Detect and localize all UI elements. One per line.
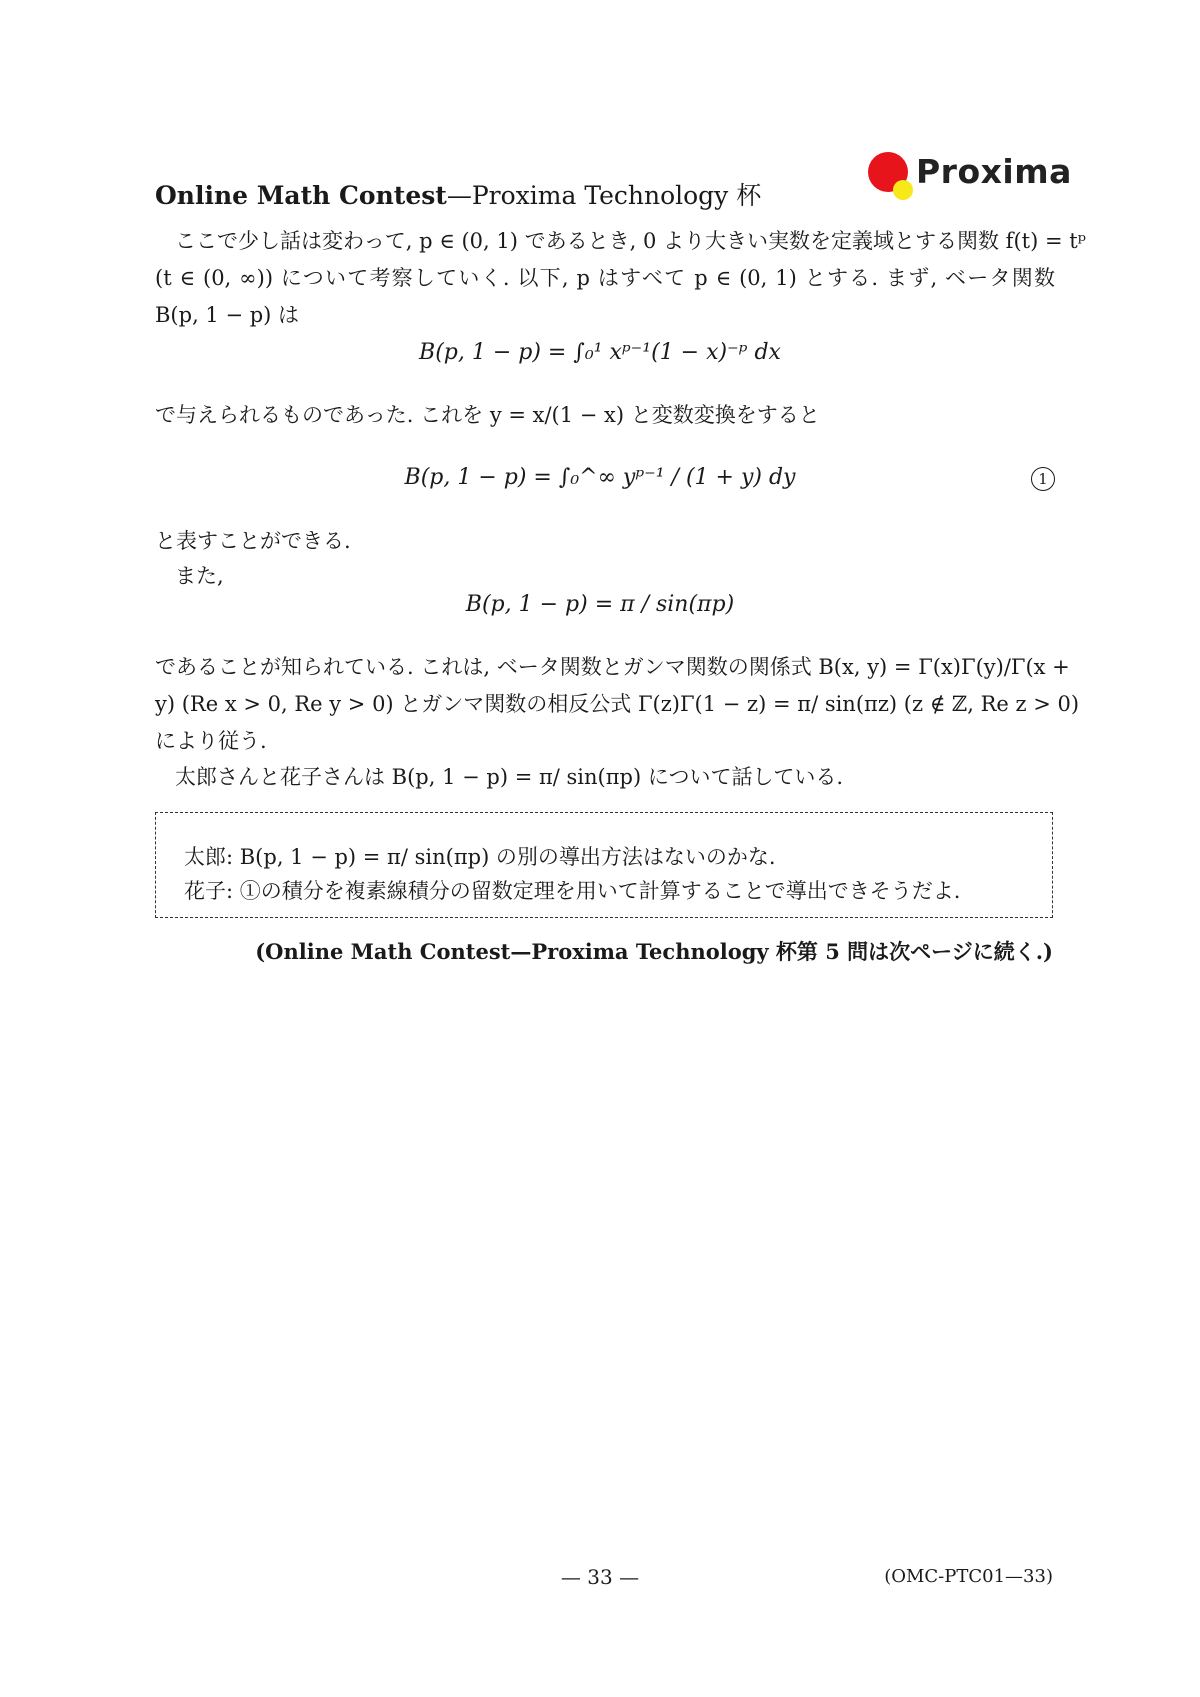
equation-number-circle: 1 — [1031, 467, 1055, 491]
paragraph-5-line-2: y) (Re x > 0, Re y > 0) とガンマ関数の相反公式 Γ(z)Γ(1 − z) = π/ sin(πz) (z ∉ ℤ, Re z > 0) — [155, 692, 1080, 716]
logo-yellow-dot-icon — [893, 180, 913, 200]
page-number: — 33 — — [560, 1565, 640, 1589]
proxima-logo — [868, 150, 1072, 206]
paragraph-1-line-2: (t ∈ (0, ∞)) について考察していく. 以下, p はすべて p ∈ (0, 1) とする. まず, ベータ関数 — [155, 266, 1055, 290]
dialogue-box — [155, 812, 1053, 918]
dialogue-hanako: 花子: ①の積分を複素線積分の留数定理を用いて計算することで導出できそうだよ. — [184, 879, 961, 903]
header-title — [155, 176, 761, 212]
paragraph-4: また, — [175, 564, 224, 588]
equation-reflection: B(p, 1 − p) = π / sin(πp) — [465, 592, 735, 617]
header-title-bold: Online Math Contest — [155, 181, 447, 210]
continued-note: (Online Math Contest—Proxima Technology 杯第 5 問は次ページに続く.) — [255, 939, 1053, 964]
document-code: (OMC-PTC01—33) — [884, 1566, 1053, 1587]
equation-beta-integral: B(p, 1 − p) = ∫₀¹ xᵖ⁻¹(1 − x)⁻ᵖ dx — [419, 340, 781, 365]
dialogue-taro: 太郎: B(p, 1 − p) = π/ sin(πp) の別の導出方法はないのかな. — [184, 845, 776, 869]
paragraph-6: 太郎さんと花子さんは B(p, 1 − p) = π/ sin(πp) について話している. — [175, 765, 844, 789]
paragraph-1-line-1: ここで少し話は変わって, p ∈ (0, 1) であるとき, 0 より大きい実数を定義域とする関数 f(t) = tᵖ — [175, 229, 1087, 253]
logo-text: Proxima — [916, 152, 1072, 191]
paragraph-5-line-3: により従う. — [155, 729, 267, 753]
equation-substituted-integral: B(p, 1 − p) = ∫₀^∞ yᵖ⁻¹ / (1 + y) dy — [404, 465, 796, 490]
header-title-rest: —Proxima Technology 杯 — [446, 181, 762, 210]
paragraph-5-line-1: であることが知られている. これは, ベータ関数とガンマ関数の関係式 B(x, y) = Γ(x)Γ(y)/Γ(x + — [155, 655, 1070, 679]
paragraph-2: で与えられるものであった. これを y = x/(1 − x) と変数変換をすると — [155, 403, 820, 427]
paragraph-1-line-3: B(p, 1 − p) は — [155, 303, 300, 327]
paragraph-3: と表すことができる. — [155, 529, 351, 553]
